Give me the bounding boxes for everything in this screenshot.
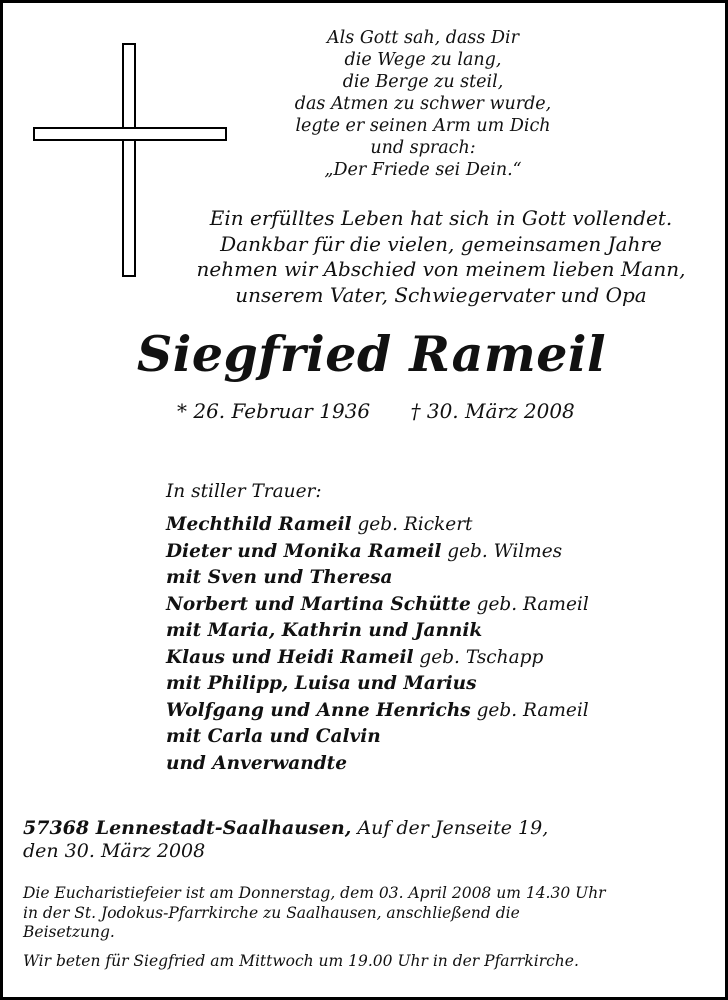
mourner-row: [166, 724, 589, 751]
mourner-name: und Anverwandte: [166, 752, 347, 774]
mourner-row: [166, 512, 589, 539]
mourner-name: Dieter und Monika Rameil: [166, 540, 442, 562]
mourner-row: [166, 751, 589, 778]
mourners-label: In stiller Trauer:: [166, 481, 322, 502]
poem-line: die Wege zu lang,: [344, 50, 502, 70]
poem-line: Als Gott sah, dass Dir: [327, 28, 519, 48]
mourner-name: mit Maria, Kathrin und Jannik: [166, 620, 483, 641]
mourner-row: [166, 645, 589, 672]
intro-text: [171, 206, 711, 308]
mourner-name: Mechthild Rameil: [166, 514, 352, 535]
mourner-note: geb. Rickert: [351, 514, 473, 535]
birth-date: * 26. Februar 1936: [177, 399, 371, 423]
mourner-name: Wolfgang und Anne Henrichs: [166, 699, 471, 721]
mourner-name: mit Sven und Theresa: [166, 567, 393, 588]
service-line: Die Eucharistiefeier ist am Donnerstag, dem 03. April 2008 um 14.30 Uhr: [23, 884, 606, 902]
mourner-name: mit Carla und Calvin: [166, 726, 381, 747]
mourner-row: [166, 698, 589, 725]
mourner-note: geb. Rameil: [470, 593, 589, 615]
address-place: 57368 Lennestadt-Saalhausen,: [23, 817, 352, 839]
mourner-row: [166, 618, 589, 645]
mourner-note: geb. Rameil: [470, 699, 589, 721]
mourner-note: geb. Tschapp: [413, 646, 544, 668]
service-line: Beisetzung.: [23, 923, 115, 941]
death-date: † 30. März 2008: [410, 399, 575, 423]
poem-line: und sprach:: [370, 138, 476, 158]
service-notes: [23, 884, 606, 971]
mourner-row: [166, 539, 589, 566]
mourners-list: [166, 481, 589, 777]
poem: [243, 27, 603, 181]
intro-line: nehmen wir Abschied von meinem lieben Mann,: [196, 257, 686, 281]
mourner-row: [166, 565, 589, 592]
intro-line: unserem Vater, Schwiegervater und Opa: [235, 282, 647, 307]
prayer-line: Wir beten für Siegfried am Mittwoch um 19.00 Uhr in der Pfarrkirche.: [23, 951, 579, 970]
address-block: [23, 817, 548, 863]
service-line: in der St. Jodokus-Pfarrkirche zu Saalhausen, anschließend die: [23, 903, 520, 922]
address-street: Auf der Jenseite 19,: [351, 817, 549, 839]
address-date: den 30. März 2008: [23, 840, 206, 862]
poem-line: legte er seinen Arm um Dich: [295, 116, 551, 136]
poem-line: die Berge zu steil,: [342, 72, 504, 92]
life-dates: [177, 399, 575, 423]
mourner-row: [166, 592, 589, 619]
intro-line: Ein erfülltes Leben hat sich in Gott vollendet.: [209, 206, 673, 230]
mourner-name: Norbert und Martina Schütte: [166, 593, 471, 615]
poem-line: „Der Friede sei Dein.“: [324, 160, 522, 180]
mourner-name: Klaus und Heidi Rameil: [166, 646, 414, 668]
poem-line: das Atmen zu schwer wurde,: [294, 94, 552, 114]
mourner-note: geb. Wilmes: [441, 540, 563, 562]
mourner-row: [166, 671, 589, 698]
intro-line: Dankbar für die vielen, gemeinsamen Jahre: [220, 231, 662, 256]
mourner-name: mit Philipp, Luisa und Marius: [166, 673, 477, 694]
deceased-name: Siegfried Rameil: [136, 325, 607, 383]
